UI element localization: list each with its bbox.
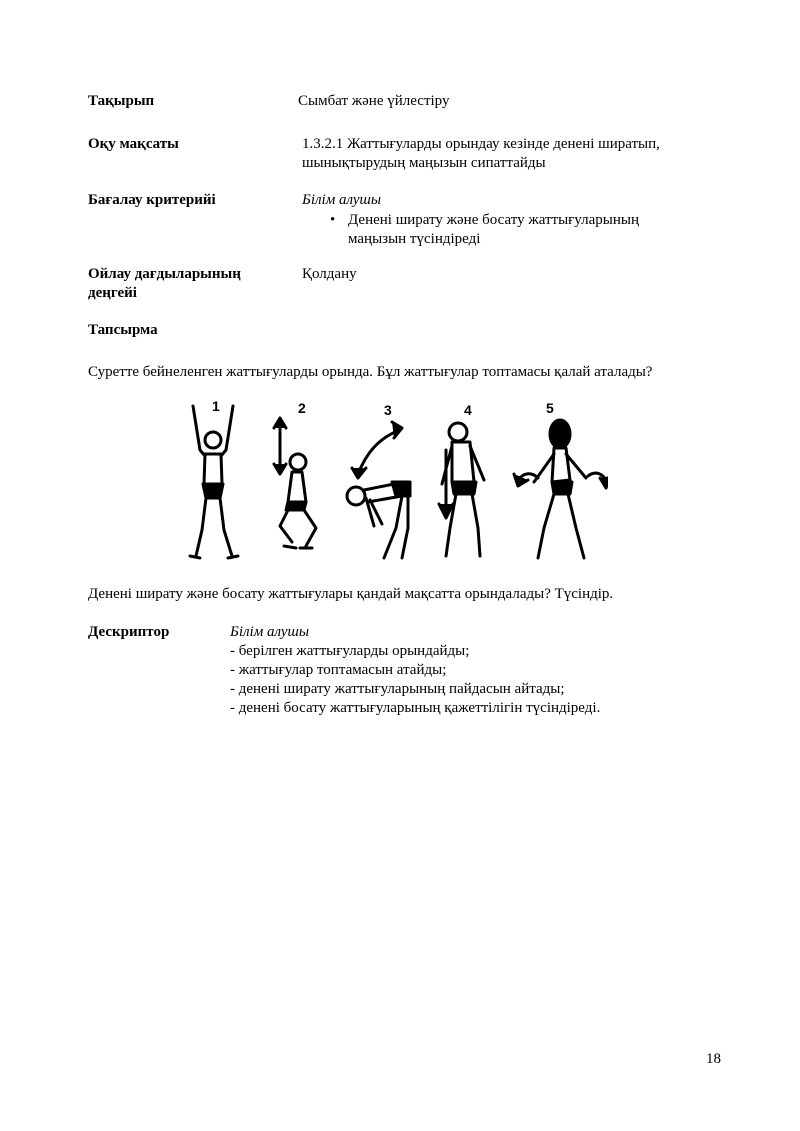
figure-3-forward-bend — [347, 422, 410, 558]
descriptor-item: - денені босату жаттығуларының қажеттілігін түсіндіреді. — [230, 700, 601, 716]
criteria-label: Бағалау критерийі — [88, 192, 216, 208]
criteria-learner: Білім алушы — [302, 192, 382, 208]
topic-label: Тақырып — [88, 93, 155, 109]
descriptor-learner: Білім алушы — [230, 624, 310, 640]
task-question-1: Суретте бейнеленген жаттығуларды орында. Бұл жаттығулар топтамасы қалай аталады? — [88, 364, 653, 380]
figure-number-4: 4 — [464, 402, 472, 418]
descriptor-item: - берілген жаттығуларды орындайды; — [230, 643, 470, 659]
goal-line-2: шынықтырудың маңызын сипаттайды — [302, 155, 546, 171]
figure-5-torso-twist — [514, 420, 608, 558]
goal-value — [302, 135, 660, 173]
figure-number-5: 5 — [546, 400, 554, 416]
task-question-2: Денені ширату және босату жаттығулары қандай мақсатта орындалады? Түсіндір. — [88, 586, 614, 602]
thinking-label-line-1: Ойлау дағдыларының — [88, 266, 241, 282]
figure-1-arms-up — [190, 406, 238, 558]
descriptor-label: Дескриптор — [88, 624, 170, 640]
descriptor-item: - жаттығулар топтамасын атайды; — [230, 662, 447, 678]
descriptor-item: - денені ширату жаттығуларының пайдасын айтады; — [230, 681, 565, 697]
task-heading: Тапсырма — [88, 322, 158, 338]
exercise-illustration — [188, 398, 608, 568]
thinking-value: Қолдану — [302, 266, 357, 282]
descriptor-list — [230, 623, 600, 718]
figure-number-2: 2 — [298, 400, 306, 416]
figure-4-standing-relax — [439, 423, 484, 556]
bullet-icon: • — [330, 212, 336, 228]
exercise-figures-drawing — [188, 398, 608, 568]
figure-number-1: 1 — [212, 398, 220, 414]
figure-2-squat — [274, 418, 316, 548]
criteria-bullet-line-1: Денені ширату және босату жаттығуларының — [348, 212, 640, 228]
thinking-label-line-2: деңгейі — [88, 285, 137, 301]
page-number: 18 — [706, 1051, 721, 1067]
goal-line-1: 1.3.2.1 Жаттығуларды орындау кезінде денені ширатып, — [302, 136, 660, 152]
figure-number-3: 3 — [384, 402, 392, 418]
criteria-bullet-line-2: маңызын түсіндіреді — [348, 231, 481, 247]
goal-label: Оқу мақсаты — [88, 136, 179, 152]
topic-value: Сымбат және үйлестіру — [298, 93, 450, 109]
thinking-label — [88, 265, 241, 303]
criteria-bullet-text — [348, 211, 698, 249]
